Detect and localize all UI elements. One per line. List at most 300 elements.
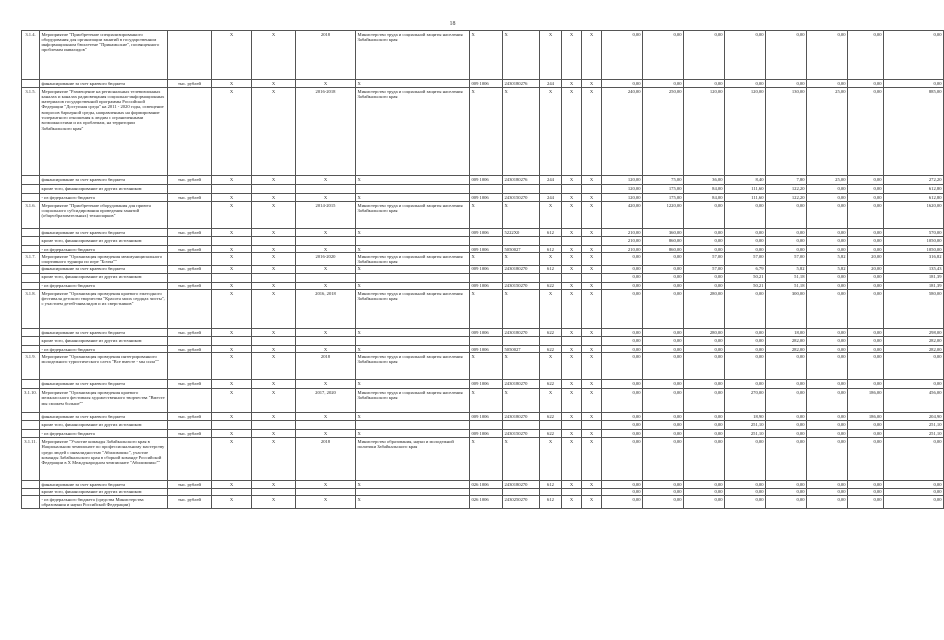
row-col11: X	[582, 88, 602, 176]
row-year-value: 0,00	[766, 430, 807, 438]
row-col11: X	[582, 176, 602, 185]
row-unit: тыс. рублей	[168, 176, 212, 185]
row-year-value: 0,00	[602, 337, 643, 346]
row-kbk-target	[503, 237, 540, 246]
row-total: 1050,00	[884, 246, 944, 253]
row-col10: X	[562, 202, 582, 229]
row-unit: тыс. рублей	[168, 329, 212, 337]
row-year-value: 0,00	[766, 246, 807, 253]
row-year-value: 0,00	[684, 488, 725, 495]
row-col10: X	[562, 80, 582, 88]
row-year-value: 210,00	[602, 246, 643, 253]
row-kbk-target: 2430180270	[503, 329, 540, 337]
row-number	[22, 380, 40, 389]
row-year-value: 0,00	[848, 31, 884, 80]
budget-table	[21, 30, 944, 509]
row-period: 2014-2015	[296, 202, 356, 229]
row-col3	[212, 237, 252, 246]
row-year-value: 240,00	[602, 88, 643, 176]
row-col4: X	[252, 253, 296, 266]
row-number	[22, 194, 40, 202]
row-year-value: 0,00	[684, 353, 725, 380]
row-executor: Министерство труда и социальной защиты населения Забайкальского края	[356, 31, 470, 80]
row-kbk-target: 2430150270	[503, 194, 540, 202]
row-kbk-chapter: X	[470, 438, 503, 481]
row-total: 272,20	[884, 176, 944, 185]
row-kbk-chapter: 026 1006	[470, 496, 503, 509]
row-col11: X	[582, 265, 602, 273]
row-name: - из федерального бюджета	[40, 346, 168, 353]
row-total: 298,00	[884, 329, 944, 337]
row-kbk-type	[540, 488, 562, 495]
row-year-value: 0,00	[848, 438, 884, 481]
row-col10	[562, 185, 582, 194]
table-row	[22, 31, 944, 80]
row-period	[296, 337, 356, 346]
row-kbk-chapter: 009 1006	[470, 329, 503, 337]
row-year-value: 0,00	[848, 488, 884, 495]
row-kbk-target: 2430150270	[503, 430, 540, 438]
row-kbk-type	[540, 421, 562, 430]
row-year-value: 0,00	[766, 438, 807, 481]
row-year-value: 0,00	[602, 80, 643, 88]
table-row	[22, 481, 944, 488]
row-name: Мероприятие "Организация проведения интегрированного молодежного туристического слета "Все вместе - мы сила""	[40, 353, 168, 380]
row-year-value: 0,00	[807, 185, 848, 194]
row-year-value: 0,00	[602, 353, 643, 380]
row-col11: X	[582, 413, 602, 421]
row-name: кроме того, финансирование из других источников:	[40, 273, 168, 282]
row-col4: X	[252, 194, 296, 202]
row-kbk-type: X	[540, 88, 562, 176]
row-year-value: 75,00	[643, 176, 684, 185]
row-total: 251,10	[884, 421, 944, 430]
row-col10: X	[562, 353, 582, 380]
row-number	[22, 421, 40, 430]
row-number: 3.1.6.	[22, 202, 40, 229]
row-kbk-chapter: 009 1006	[470, 346, 503, 353]
row-name: финансирование за счет краевого бюджета	[40, 413, 168, 421]
row-name: кроме того, финансирование из других источников:	[40, 237, 168, 246]
row-year-value: 0,00	[766, 380, 807, 389]
row-year-value: 18,90	[725, 413, 766, 421]
row-year-value: 0,00	[807, 481, 848, 488]
row-year-value: 0,00	[643, 389, 684, 413]
row-year-value: 25,00	[807, 88, 848, 176]
row-col4: X	[252, 246, 296, 253]
row-col10: X	[562, 265, 582, 273]
row-year-value: 6,79	[725, 265, 766, 273]
row-year-value: 120,00	[602, 176, 643, 185]
row-unit: тыс. рублей	[168, 265, 212, 273]
row-kbk-chapter	[470, 237, 503, 246]
row-year-value: 420,00	[602, 202, 643, 229]
row-col10: X	[562, 438, 582, 481]
row-kbk-chapter: 009 1006	[470, 282, 503, 289]
row-unit: тыс. рублей	[168, 246, 212, 253]
row-total: 0,00	[884, 380, 944, 389]
row-col11: X	[582, 246, 602, 253]
row-unit	[168, 488, 212, 495]
row-kbk-type: 622	[540, 430, 562, 438]
row-period: X	[296, 176, 356, 185]
row-year-value: 25,00	[807, 176, 848, 185]
row-kbk-target: 2430180270	[503, 265, 540, 273]
row-year-value: 51,18	[766, 273, 807, 282]
row-kbk-target: X	[503, 438, 540, 481]
row-col3: X	[212, 290, 252, 329]
table-row	[22, 430, 944, 438]
row-kbk-type: 244	[540, 194, 562, 202]
row-col10: X	[562, 88, 582, 176]
row-unit: тыс. рублей	[168, 346, 212, 353]
row-number: 3.1.10.	[22, 389, 40, 413]
row-number: 3.1.8.	[22, 290, 40, 329]
row-col4: X	[252, 329, 296, 337]
row-year-value: 0,00	[848, 346, 884, 353]
row-kbk-type: X	[540, 438, 562, 481]
row-col4: X	[252, 413, 296, 421]
row-year-value: 0,00	[643, 488, 684, 495]
row-col11: X	[582, 229, 602, 237]
row-executor: X	[356, 481, 470, 488]
row-year-value: 0,00	[684, 273, 725, 282]
row-year-value: 0,00	[807, 273, 848, 282]
row-kbk-target: 2430180270	[503, 481, 540, 488]
row-year-value: 0,00	[766, 31, 807, 80]
row-col10: X	[562, 194, 582, 202]
table-row	[22, 329, 944, 337]
row-col4: X	[252, 496, 296, 509]
row-year-value: 0,00	[684, 80, 725, 88]
row-year-value: 0,00	[602, 329, 643, 337]
row-year-value: 270,00	[725, 389, 766, 413]
row-year-value: 210,00	[602, 229, 643, 237]
row-year-value: 0,00	[602, 273, 643, 282]
row-year-value: 251,10	[725, 430, 766, 438]
row-year-value: 0,00	[807, 290, 848, 329]
row-year-value: 0,00	[643, 413, 684, 421]
row-year-value: 50,21	[725, 282, 766, 289]
table-row	[22, 496, 944, 509]
row-year-value: 251,10	[725, 421, 766, 430]
row-year-value: 36,00	[684, 176, 725, 185]
row-kbk-target: X	[503, 31, 540, 80]
table-row	[22, 488, 944, 495]
row-col3: X	[212, 31, 252, 80]
row-year-value: 111,60	[725, 185, 766, 194]
row-unit	[168, 438, 212, 481]
row-year-value: 0,00	[643, 438, 684, 481]
row-year-value: 0,00	[684, 282, 725, 289]
row-col11	[582, 337, 602, 346]
row-col10: X	[562, 229, 582, 237]
row-kbk-target: 2430180276	[503, 176, 540, 185]
row-executor: Министерство труда и социальной защиты населения Забайкальского края	[356, 353, 470, 380]
row-year-value: 0,00	[643, 496, 684, 509]
row-total: 612,80	[884, 185, 944, 194]
row-executor: Министерство труда и социальной защиты населения Забайкальского края	[356, 88, 470, 176]
row-year-value: 0,00	[848, 80, 884, 88]
row-year-value: 0,00	[848, 88, 884, 176]
row-number	[22, 481, 40, 488]
row-col11: X	[582, 194, 602, 202]
row-year-value: 0,00	[725, 329, 766, 337]
row-col11	[582, 185, 602, 194]
row-col11	[582, 237, 602, 246]
row-col4: X	[252, 290, 296, 329]
row-kbk-target: 2430180276	[503, 80, 540, 88]
row-year-value: 0,00	[602, 488, 643, 495]
row-col3: X	[212, 246, 252, 253]
row-executor: X	[356, 413, 470, 421]
row-year-value: 0,00	[848, 290, 884, 329]
row-year-value: 0,00	[807, 31, 848, 80]
row-year-value: 57,00	[766, 253, 807, 266]
row-col3: X	[212, 353, 252, 380]
row-col3: X	[212, 438, 252, 481]
row-unit: тыс. рублей	[168, 229, 212, 237]
row-col4: X	[252, 176, 296, 185]
row-period: X	[296, 282, 356, 289]
row-name: финансирование за счет краевого бюджета	[40, 176, 168, 185]
row-year-value: 120,00	[684, 88, 725, 176]
row-total: 0,00	[884, 353, 944, 380]
row-kbk-chapter: X	[470, 88, 503, 176]
row-year-value: 0,00	[684, 246, 725, 253]
row-year-value: 186,00	[848, 389, 884, 413]
row-executor	[356, 237, 470, 246]
row-year-value: 0,00	[602, 389, 643, 413]
row-year-value: 111,60	[725, 194, 766, 202]
row-kbk-type: X	[540, 253, 562, 266]
row-col4	[252, 185, 296, 194]
row-col4: X	[252, 265, 296, 273]
row-unit: тыс. рублей	[168, 430, 212, 438]
row-year-value: 5,82	[807, 253, 848, 266]
row-name: - из федерального бюджета	[40, 246, 168, 253]
row-executor	[356, 421, 470, 430]
row-col3: X	[212, 282, 252, 289]
row-col3: X	[212, 80, 252, 88]
row-name: Мероприятие "Организация проведения краевого ежегодного фестиваля детского творчества "Красота моих сердцах чисты", с участием детей-инвалидов и их сверстников"	[40, 290, 168, 329]
row-name: финансирование за счет краевого бюджета	[40, 80, 168, 88]
row-number	[22, 329, 40, 337]
row-year-value: 0,00	[848, 430, 884, 438]
row-year-value: 0,00	[725, 237, 766, 246]
row-kbk-type: X	[540, 290, 562, 329]
row-kbk-target: X	[503, 389, 540, 413]
row-executor: X	[356, 229, 470, 237]
table-row	[22, 237, 944, 246]
row-period: X	[296, 496, 356, 509]
row-year-value: 0,00	[848, 237, 884, 246]
row-kbk-type	[540, 185, 562, 194]
table-row	[22, 290, 944, 329]
row-year-value: 0,00	[807, 229, 848, 237]
row-year-value: 0,00	[643, 329, 684, 337]
row-kbk-chapter: 009 1006	[470, 265, 503, 273]
row-total: 1620,00	[884, 202, 944, 229]
row-kbk-type	[540, 237, 562, 246]
row-kbk-target: X	[503, 202, 540, 229]
table-row	[22, 421, 944, 430]
row-col11: X	[582, 481, 602, 488]
row-col10: X	[562, 253, 582, 266]
row-executor: X	[356, 496, 470, 509]
row-period: X	[296, 430, 356, 438]
row-period: 2016, 2018	[296, 290, 356, 329]
row-col11: X	[582, 438, 602, 481]
row-period: 2017, 2020	[296, 389, 356, 413]
row-col10: X	[562, 329, 582, 337]
row-col11: X	[582, 389, 602, 413]
row-year-value: 0,00	[725, 353, 766, 380]
row-year-value: 860,00	[643, 246, 684, 253]
row-name: - из федерального бюджета	[40, 430, 168, 438]
row-number: 3.1.5.	[22, 88, 40, 176]
row-year-value: 282,00	[766, 346, 807, 353]
row-kbk-target	[503, 185, 540, 194]
row-period	[296, 421, 356, 430]
row-number: 3.1.4.	[22, 31, 40, 80]
row-col10: X	[562, 346, 582, 353]
row-col4	[252, 273, 296, 282]
row-col3: X	[212, 88, 252, 176]
row-year-value: 0,00	[807, 488, 848, 495]
row-total: 0,00	[884, 438, 944, 481]
row-col3: X	[212, 430, 252, 438]
row-year-value: 0,00	[643, 337, 684, 346]
row-period: X	[296, 413, 356, 421]
row-year-value: 0,00	[766, 488, 807, 495]
row-kbk-type: X	[540, 202, 562, 229]
row-col3	[212, 273, 252, 282]
row-col4	[252, 237, 296, 246]
row-year-value: 0,00	[807, 282, 848, 289]
row-executor	[356, 273, 470, 282]
row-total: 0,00	[884, 31, 944, 80]
row-year-value: 0,00	[725, 496, 766, 509]
row-year-value: 51,18	[766, 282, 807, 289]
row-total: 612,80	[884, 194, 944, 202]
row-year-value: 0,00	[684, 389, 725, 413]
row-number	[22, 265, 40, 273]
row-year-value: 0,00	[684, 413, 725, 421]
row-year-value: 0,00	[807, 237, 848, 246]
row-kbk-chapter	[470, 337, 503, 346]
row-col3: X	[212, 380, 252, 389]
row-year-value: 0,00	[602, 430, 643, 438]
row-kbk-type: 612	[540, 246, 562, 253]
row-period: X	[296, 265, 356, 273]
table-row	[22, 413, 944, 421]
row-year-value: 7,80	[766, 176, 807, 185]
row-year-value: 122,20	[766, 194, 807, 202]
row-unit	[168, 253, 212, 266]
row-col3: X	[212, 194, 252, 202]
row-unit: тыс. рублей	[168, 80, 212, 88]
row-col11: X	[582, 31, 602, 80]
row-executor: X	[356, 329, 470, 337]
row-year-value: 0,00	[684, 229, 725, 237]
row-year-value: 0,00	[684, 237, 725, 246]
row-year-value: 0,00	[848, 380, 884, 389]
row-kbk-chapter: X	[470, 353, 503, 380]
row-period: 2018	[296, 438, 356, 481]
row-col10: X	[562, 176, 582, 185]
row-year-value: 0,00	[725, 80, 766, 88]
table-row	[22, 273, 944, 282]
row-name: Мероприятие "Участие команды Забайкальского края в Национальном чемпионате по профессиональному мастерству среди людей с инвалидностью "Абилимпикс", участие команды Забайкальского края в сборной команде Российской Федерации в X Международном чемпионате "Абилимпикс""	[40, 438, 168, 481]
row-kbk-target: 5050027	[503, 246, 540, 253]
row-col10	[562, 421, 582, 430]
row-year-value: 0,00	[807, 413, 848, 421]
row-year-value: 0,00	[848, 273, 884, 282]
row-kbk-target: X	[503, 353, 540, 380]
row-col3: X	[212, 329, 252, 337]
row-year-value: 0,00	[602, 481, 643, 488]
row-year-value: 0,00	[807, 430, 848, 438]
row-kbk-type: 244	[540, 80, 562, 88]
table-row	[22, 88, 944, 176]
row-col4	[252, 421, 296, 430]
table-row	[22, 185, 944, 194]
row-year-value: 0,00	[643, 290, 684, 329]
row-col10: X	[562, 31, 582, 80]
row-total: 204,90	[884, 413, 944, 421]
row-col3	[212, 185, 252, 194]
row-number	[22, 246, 40, 253]
row-year-value: 0,00	[602, 265, 643, 273]
row-year-value: 0,00	[807, 337, 848, 346]
row-year-value: 0,00	[766, 413, 807, 421]
row-year-value: 0,00	[807, 346, 848, 353]
row-period: X	[296, 329, 356, 337]
row-kbk-target	[503, 337, 540, 346]
row-kbk-type	[540, 273, 562, 282]
row-col3: X	[212, 265, 252, 273]
row-number	[22, 185, 40, 194]
row-number	[22, 273, 40, 282]
table-row	[22, 265, 944, 273]
row-year-value: 122,20	[766, 185, 807, 194]
row-col10: X	[562, 430, 582, 438]
row-col3: X	[212, 229, 252, 237]
row-year-value: 175,00	[643, 194, 684, 202]
row-kbk-type: 244	[540, 176, 562, 185]
row-year-value: 0,00	[848, 337, 884, 346]
row-executor: X	[356, 346, 470, 353]
row-total: 885,00	[884, 88, 944, 176]
row-year-value: 120,00	[602, 185, 643, 194]
row-kbk-target	[503, 421, 540, 430]
row-kbk-type: 622	[540, 413, 562, 421]
row-col10: X	[562, 481, 582, 488]
row-kbk-target: 2430180270	[503, 413, 540, 421]
row-name: финансирование за счет краевого бюджета	[40, 329, 168, 337]
row-year-value: 0,00	[848, 353, 884, 380]
row-kbk-chapter: X	[470, 389, 503, 413]
row-year-value: 0,00	[807, 80, 848, 88]
row-period	[296, 273, 356, 282]
row-col4: X	[252, 380, 296, 389]
row-year-value: 0,00	[643, 353, 684, 380]
row-total: 0,00	[884, 488, 944, 495]
row-year-value: 57,00	[725, 253, 766, 266]
row-col10: X	[562, 246, 582, 253]
table-row	[22, 353, 944, 380]
